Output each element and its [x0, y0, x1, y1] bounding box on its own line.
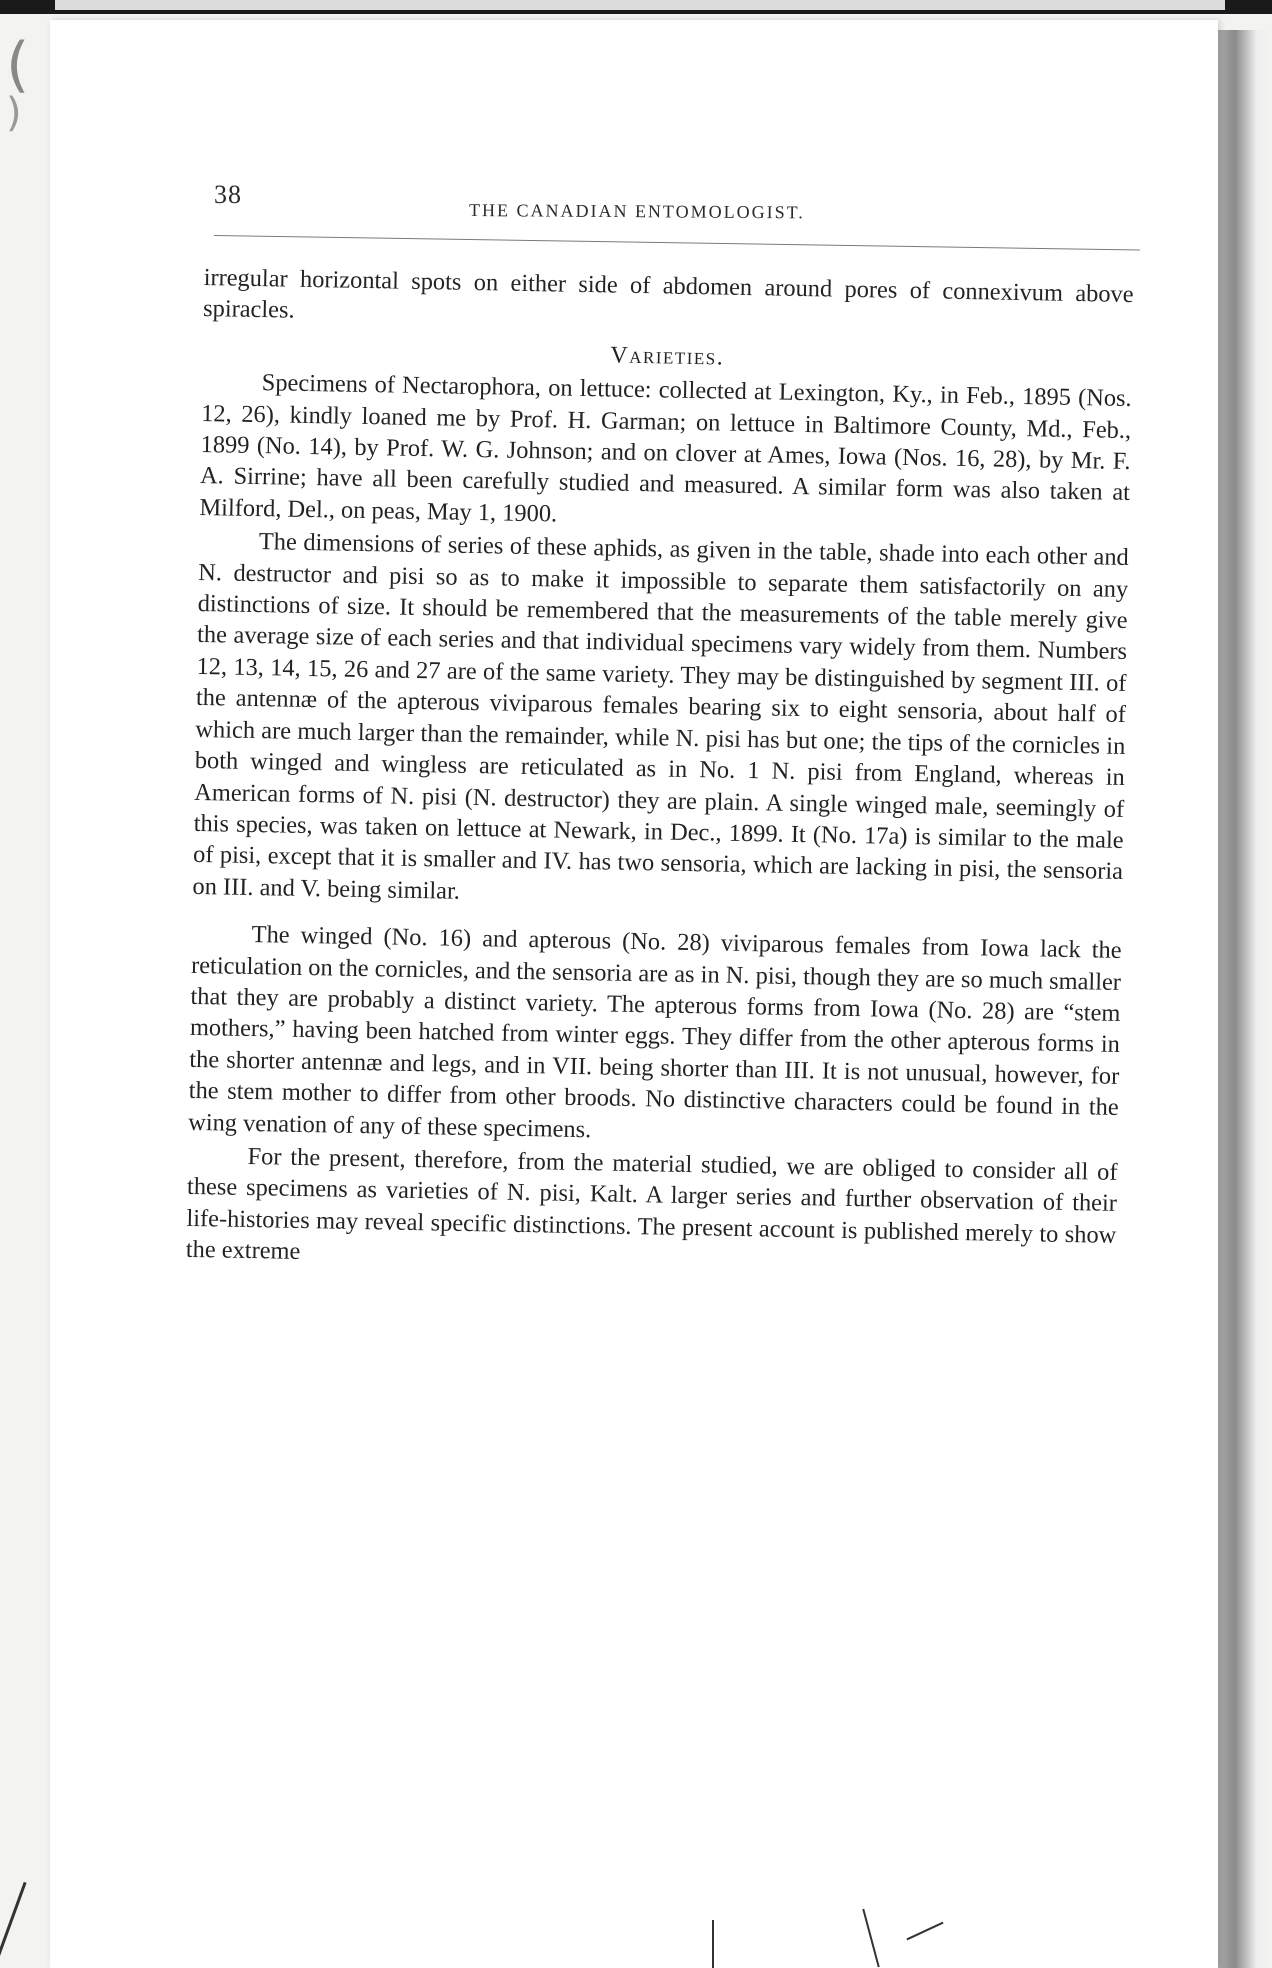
scan-top-edge-highlight [55, 0, 1225, 10]
paragraph-5: For the present, therefore, from the material studied, we are obliged to consider all of these specimens as varieties of N. pisi, Kalt. A larger series and further observation of their life-histories may reveal specific distinctions. The present account is published merely to show the extreme [185, 1142, 1118, 1266]
page-body [186, 262, 1134, 1282]
running-head: THE CANADIAN ENTOMOLOGIST. [468, 200, 805, 223]
margin-mark-left-2: ) [6, 90, 22, 136]
section-title: Varieties. [610, 342, 725, 371]
page-edge-shadow [1210, 30, 1272, 1968]
paragraph-4: The winged (No. 16) and apterous (No. 28) viviparous females from Iowa lack the reticulation on the cornicles, and the sensoria are as in N. pisi, though they are so much smaller that they are probably a distinct variety. The apterous forms from Iowa (No. 28) are “stem mothers,” having been hatched from winter eggs. They differ from the other apterous forms in the shorter antennæ and legs, and in VII. being shorter than III. It is not unusual, however, for the stem mother to differ from other broods. No distinctive characters could be found in the wing venation of any of these specimens. [187, 921, 1122, 1143]
page-number: 38 [214, 180, 242, 209]
paragraph-3: The dimensions of series of these aphids, as given in the table, shade into each other and N. destructor and pisi so as to make it impossible to separate them satisfactorily on any distinctions of size. It should be remembered that the measurements of the table merely give the average size of each series and that individual specimens vary widely from them. Numbers 12, 13, 14, 15, 26 and 27 are of the same variety. They may be distinguished by segment III. of the antennæ of the apterous viviparous females bearing six to eight sensoria, about half of which are much larger than the remainder, while N. pisi has but one; the tips of the cornicles in both winged and wingless are reticulated as in No. 1 N. pisi from England, whereas in American forms of N. pisi (N. destructor) they are plain. A single winged male, seemingly of this species, was taken on lettuce at Newark, in Dec., 1899. It (No. 17a) is similar to the male of pisi, except that it is smaller and IV. has two sensoria, which are lacking in pisi, the sensoria on III. and V. being similar. [192, 528, 1129, 905]
scratch-mark-right-2 [906, 1922, 943, 1941]
paragraph-1: irregular horizontal spots on either side of abdomen around pores of connexivum above spiracles. [202, 263, 1134, 325]
margin-mark-left: ( [6, 30, 30, 100]
page-header [214, 180, 1144, 228]
paragraph-2: Specimens of Nectarophora, on lettuce: collected at Lexington, Ky., in Feb., 1895 (Nos. 12, 26), kindly loaned me by Prof. H. Garman; on lettuce in Baltimore County, Md., Feb., 1899 (No. 14), by Prof. W. G. Johnson; and on clover at Ames, Iowa (Nos. 16, 28), by Mr. F. A. Sirrine; have all been carefully studied and measured. A similar form was also taken at Milford, Del., on peas, May 1, 1900. [199, 369, 1132, 528]
scratch-mark-left [0, 1882, 27, 1958]
scan-bottom-edge [0, 1860, 1272, 1968]
scratch-mark-right [862, 1909, 879, 1967]
scratch-mark-center [712, 1920, 714, 1968]
